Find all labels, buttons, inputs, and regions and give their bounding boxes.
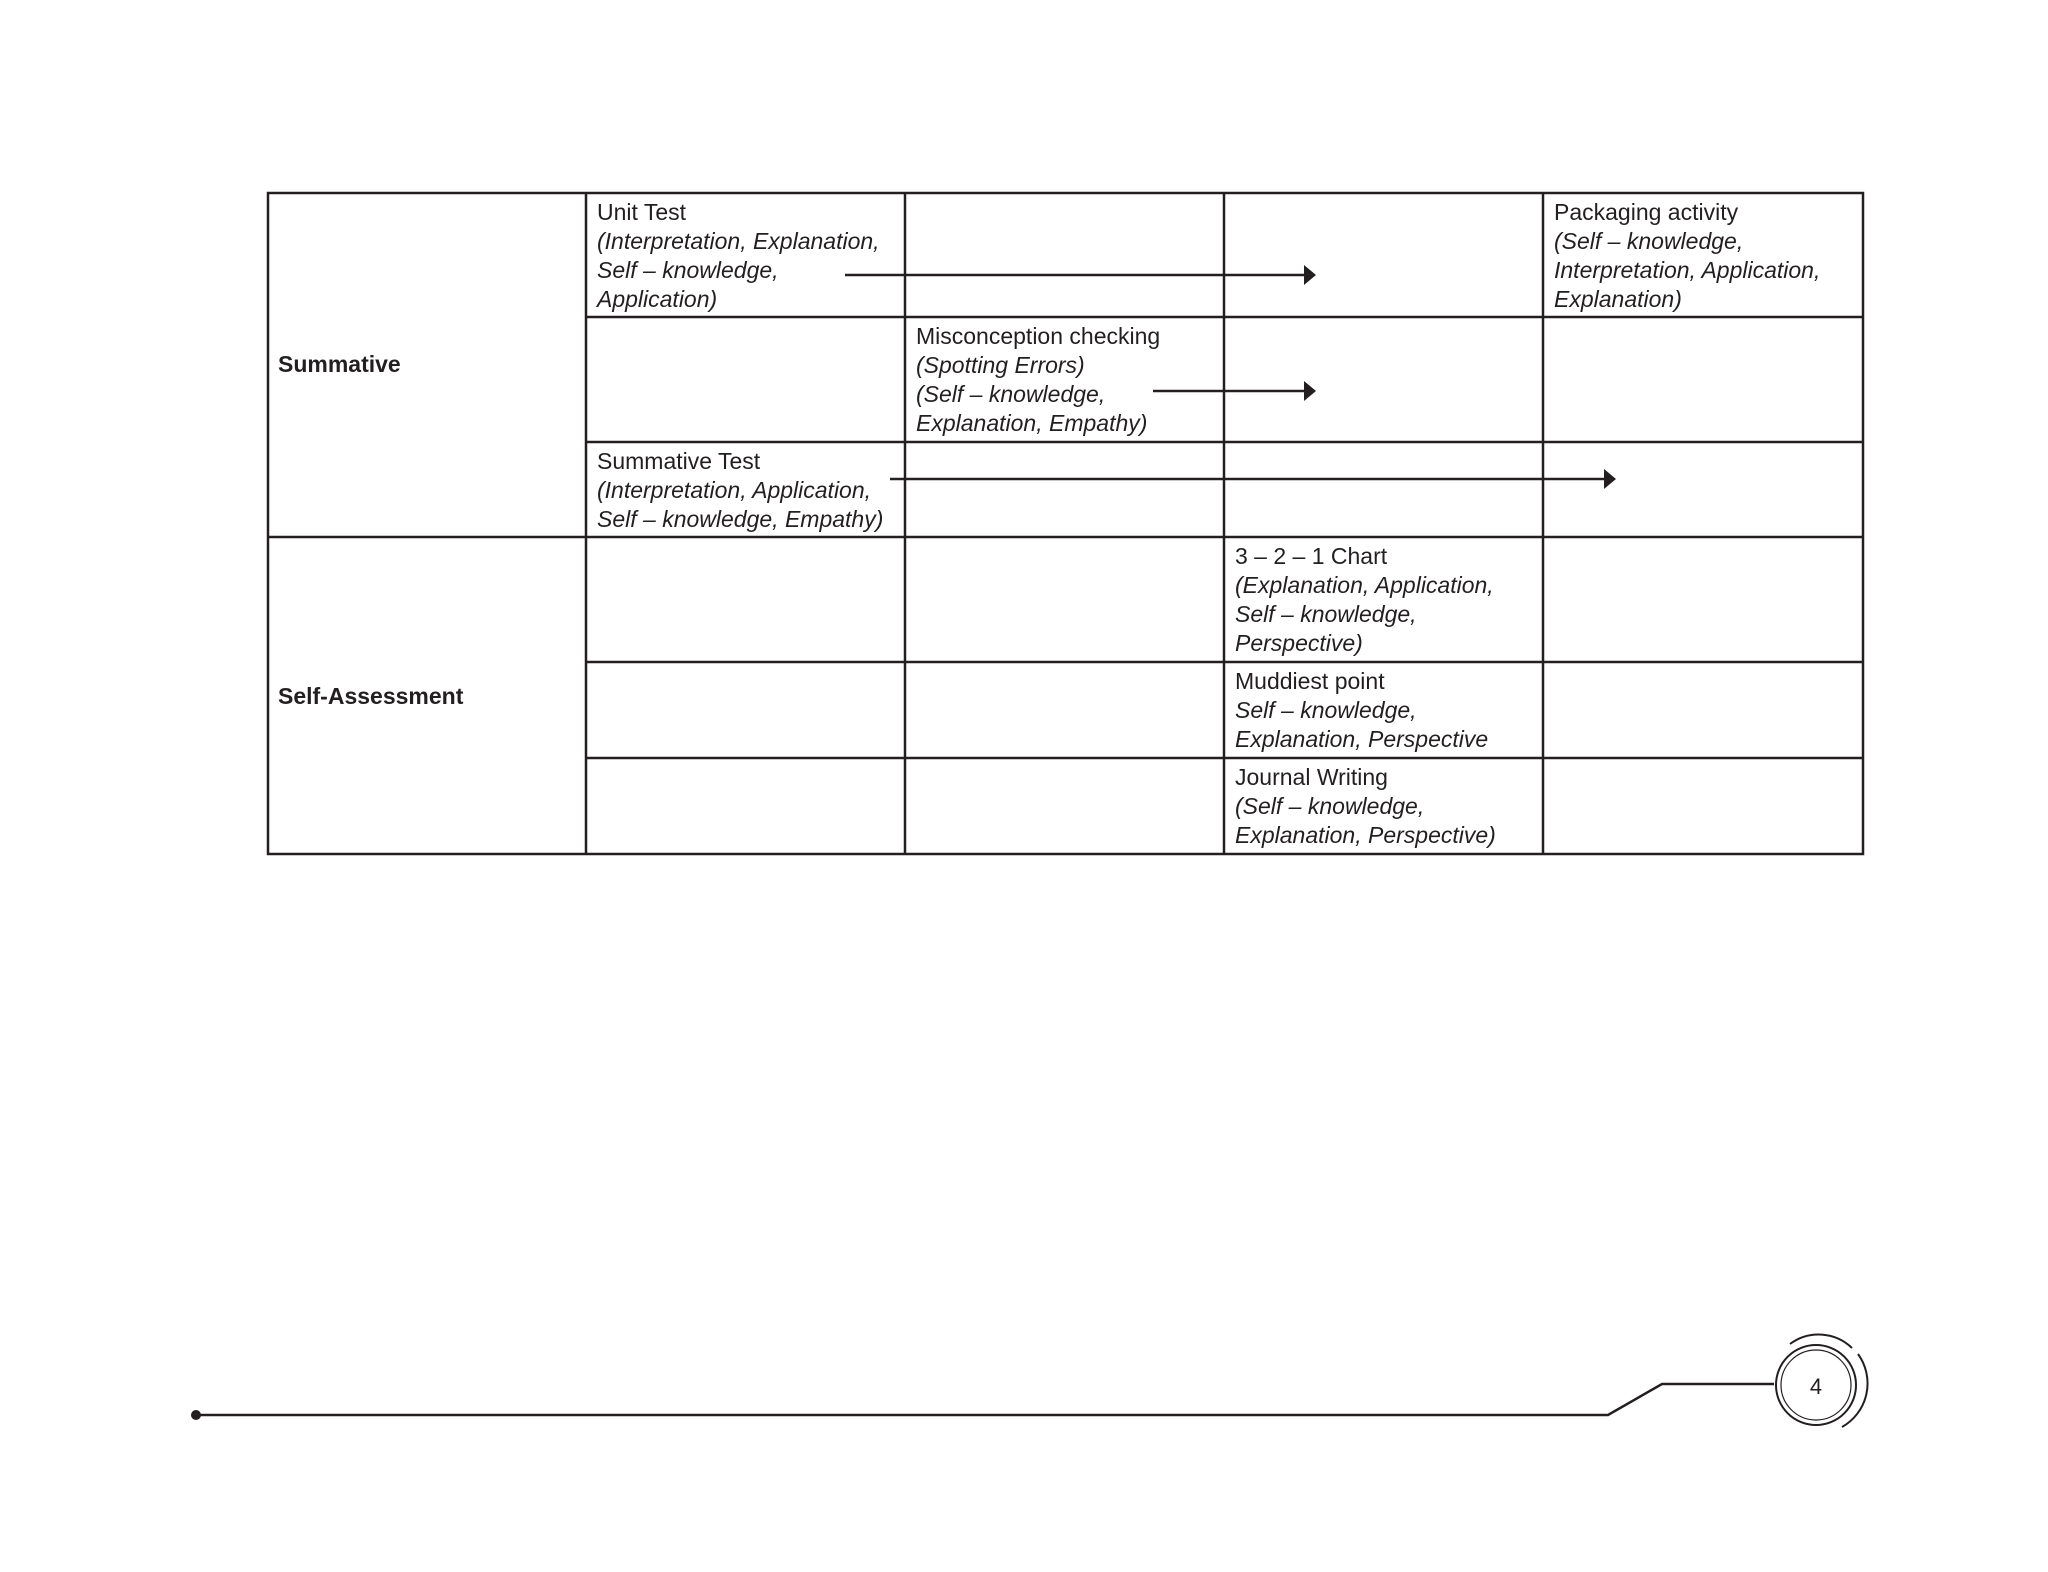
- cell-title: Muddiest point: [1235, 668, 1385, 694]
- cell-skills: Self – knowledge,: [1235, 601, 1417, 627]
- cell-skills: Explanation, Perspective): [1235, 822, 1496, 848]
- cell-skills: Explanation, Perspective: [1235, 726, 1489, 752]
- cell-skills: Interpretation, Application,: [1554, 257, 1821, 283]
- cell-skills: (Interpretation, Explanation,: [597, 228, 880, 254]
- row-label-summative: Summative: [278, 351, 401, 377]
- cell-title: Journal Writing: [1235, 764, 1388, 790]
- cell-title: Packaging activity: [1554, 199, 1739, 225]
- cell-title: Summative Test: [597, 448, 761, 474]
- cell-skills: (Explanation, Application,: [1235, 572, 1494, 598]
- cell-skills: (Self – knowledge,: [916, 381, 1106, 407]
- cell-skills: (Self – knowledge,: [1554, 228, 1744, 254]
- cell-skills: (Interpretation, Application,: [597, 477, 872, 503]
- cell-title: Misconception checking: [916, 323, 1161, 349]
- cell-title: Unit Test: [597, 199, 687, 225]
- cell-skills: Explanation, Empathy): [916, 410, 1148, 436]
- cell-skills: Explanation): [1554, 286, 1682, 312]
- cell-skills: Perspective): [1235, 630, 1363, 656]
- page-number: 4: [1809, 1374, 1823, 1399]
- row-label-self-assessment: Self-Assessment: [278, 683, 464, 709]
- cell-skills: Application): [597, 286, 718, 312]
- cell-title: 3 – 2 – 1 Chart: [1235, 543, 1388, 569]
- cell-skills: Self – knowledge, Empathy): [597, 506, 884, 532]
- cell-skills: (Self – knowledge,: [1235, 793, 1425, 819]
- cell-skills: Self – knowledge,: [597, 257, 779, 283]
- cell-skills: (Spotting Errors): [916, 352, 1085, 378]
- cell-skills: Self – knowledge,: [1235, 697, 1417, 723]
